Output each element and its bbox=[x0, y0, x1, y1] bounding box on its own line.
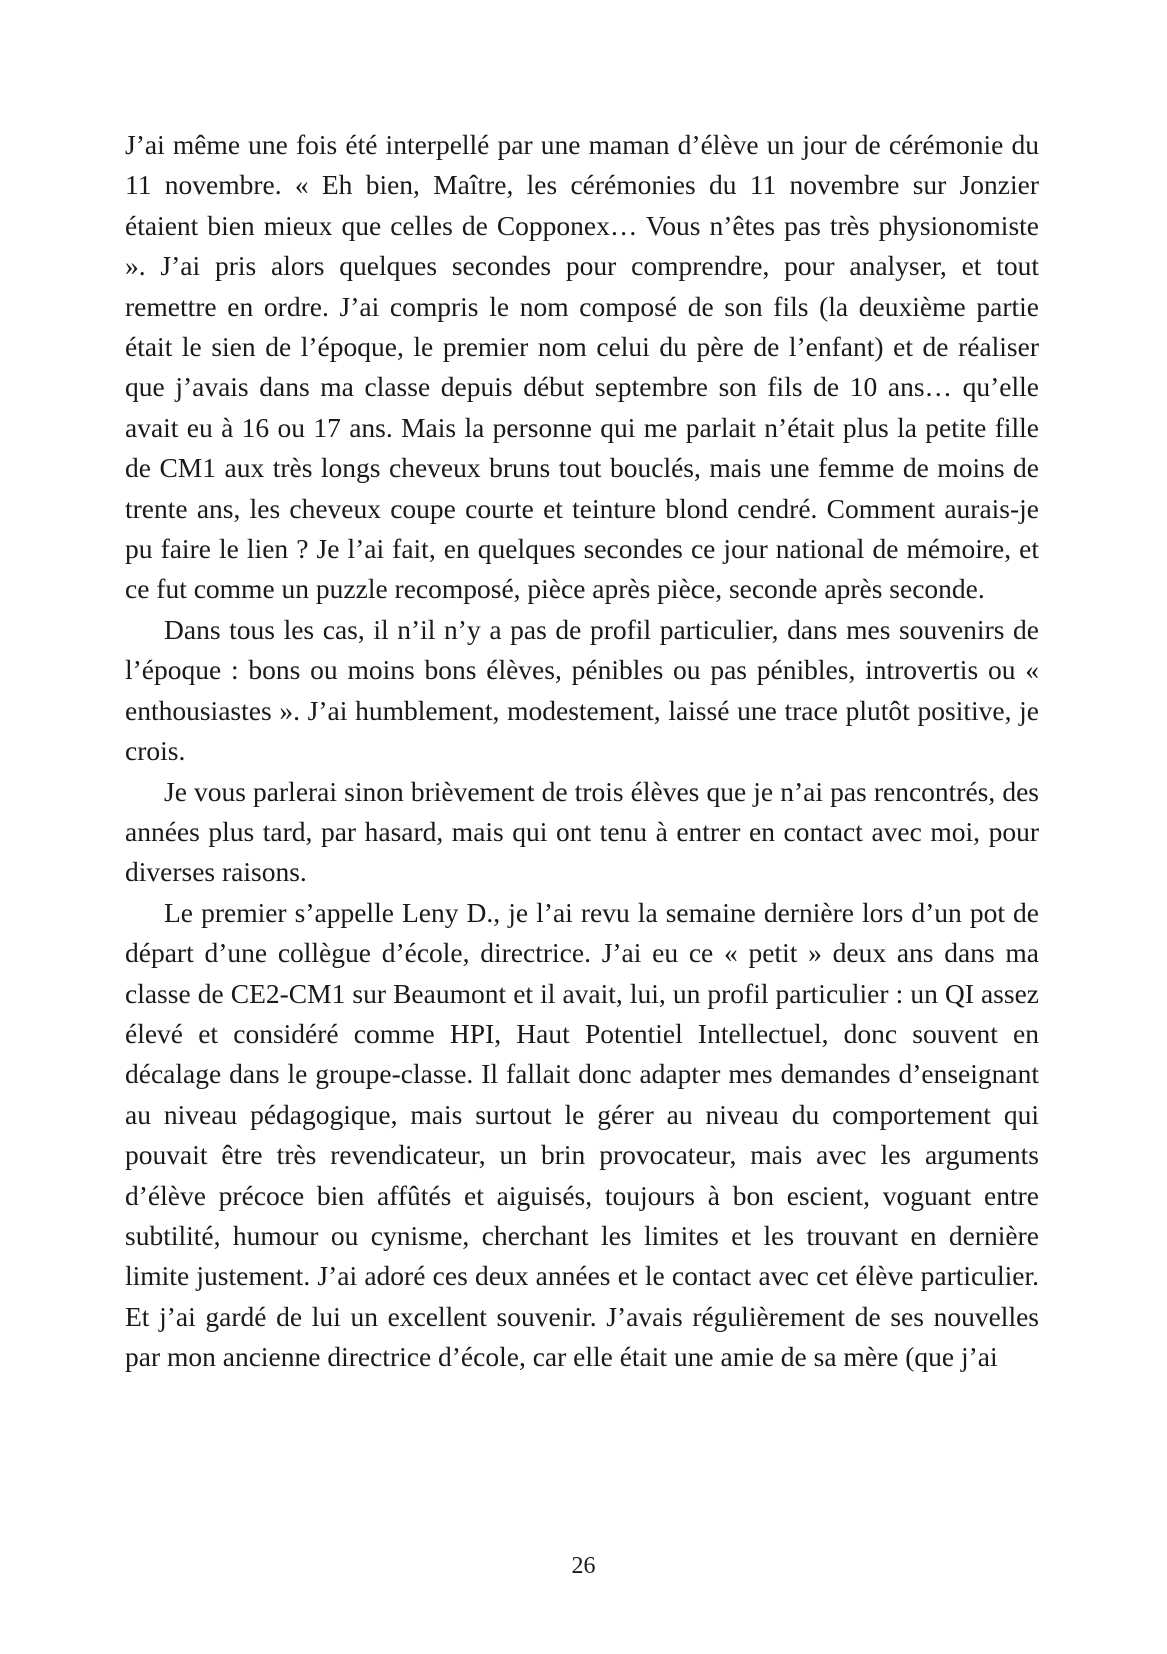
page-number: 26 bbox=[571, 1553, 596, 1579]
body-text bbox=[125, 125, 1039, 1378]
paragraph-4: Le premier s’appelle Leny D., je l’ai revu la semaine dernière lors d’un pot de départ d’une collègue d’école, directrice. J’ai eu ce « petit » deux ans dans ma classe de CE2-CM1 sur Beaumont et il avait, lui, un profil particulier : un QI assez élevé et considéré comme HPI, Haut Potentiel Intellectuel, donc souvent en décalage dans le groupe-classe. Il fallait donc adapter mes demandes d’enseignant au niveau pédagogique, mais surtout le gérer au niveau du comportement qui pouvait être très revendicateur, un brin provocateur, mais avec les arguments d’élève précoce bien affûtés et aiguisés, toujours à bon escient, voguant entre subtilité, humour ou cynisme, cherchant les limites et les trouvant en dernière limite justement. J’ai adoré ces deux années et le contact avec cet élève particulier. Et j’ai gardé de lui un excellent souvenir. J’avais régulièrement de ses nouvelles par mon ancienne directrice d’école, car elle était une amie de sa mère (que j’ai bbox=[125, 896, 1039, 1373]
paragraph-2: Dans tous les cas, il n’il n’y a pas de profil particulier, dans mes souvenirs de l’époque : bons ou moins bons élèves, pénibles ou pas pénibles, introvertis ou « enthousiastes ». J’ai humblement, modestement, laissé une trace plutôt positive, je crois. bbox=[125, 613, 1039, 767]
paragraph-1: J’ai même une fois été interpellé par une maman d’élève un jour de cérémonie du 11 novembre. « Eh bien, Maître, les cérémonies du 11 novembre sur Jonzier étaient bien mieux que celles de Copponex… Vous n’êtes pas très physionomiste ». J’ai pris alors quelques secondes pour comprendre, pour analyser, et tout remettre en ordre. J’ai compris le nom composé de son fils (la deuxième partie était le sien de l’époque, le premier nom celui du père de l’enfant) et de réaliser que j’avais dans ma classe depuis début septembre son fils de 10 ans… qu’elle avait eu à 16 ou 17 ans. Mais la personne qui me parlait n’était plus la petite fille de CM1 aux très longs cheveux bruns tout bouclés, mais une femme de moins de trente ans, les cheveux coupe courte et teinture blond cendré. Comment aurais-je pu faire le lien ? Je l’ai fait, en quelques secondes ce jour national de mémoire, et ce fut comme un puzzle recomposé, pièce après pièce, seconde après seconde. bbox=[125, 129, 1039, 605]
paragraph-3: Je vous parlerai sinon brièvement de trois élèves que je n’ai pas rencontrés, des années plus tard, par hasard, mais qui ont tenu à entrer en contact avec moi, pour diverses raisons. bbox=[125, 775, 1039, 888]
